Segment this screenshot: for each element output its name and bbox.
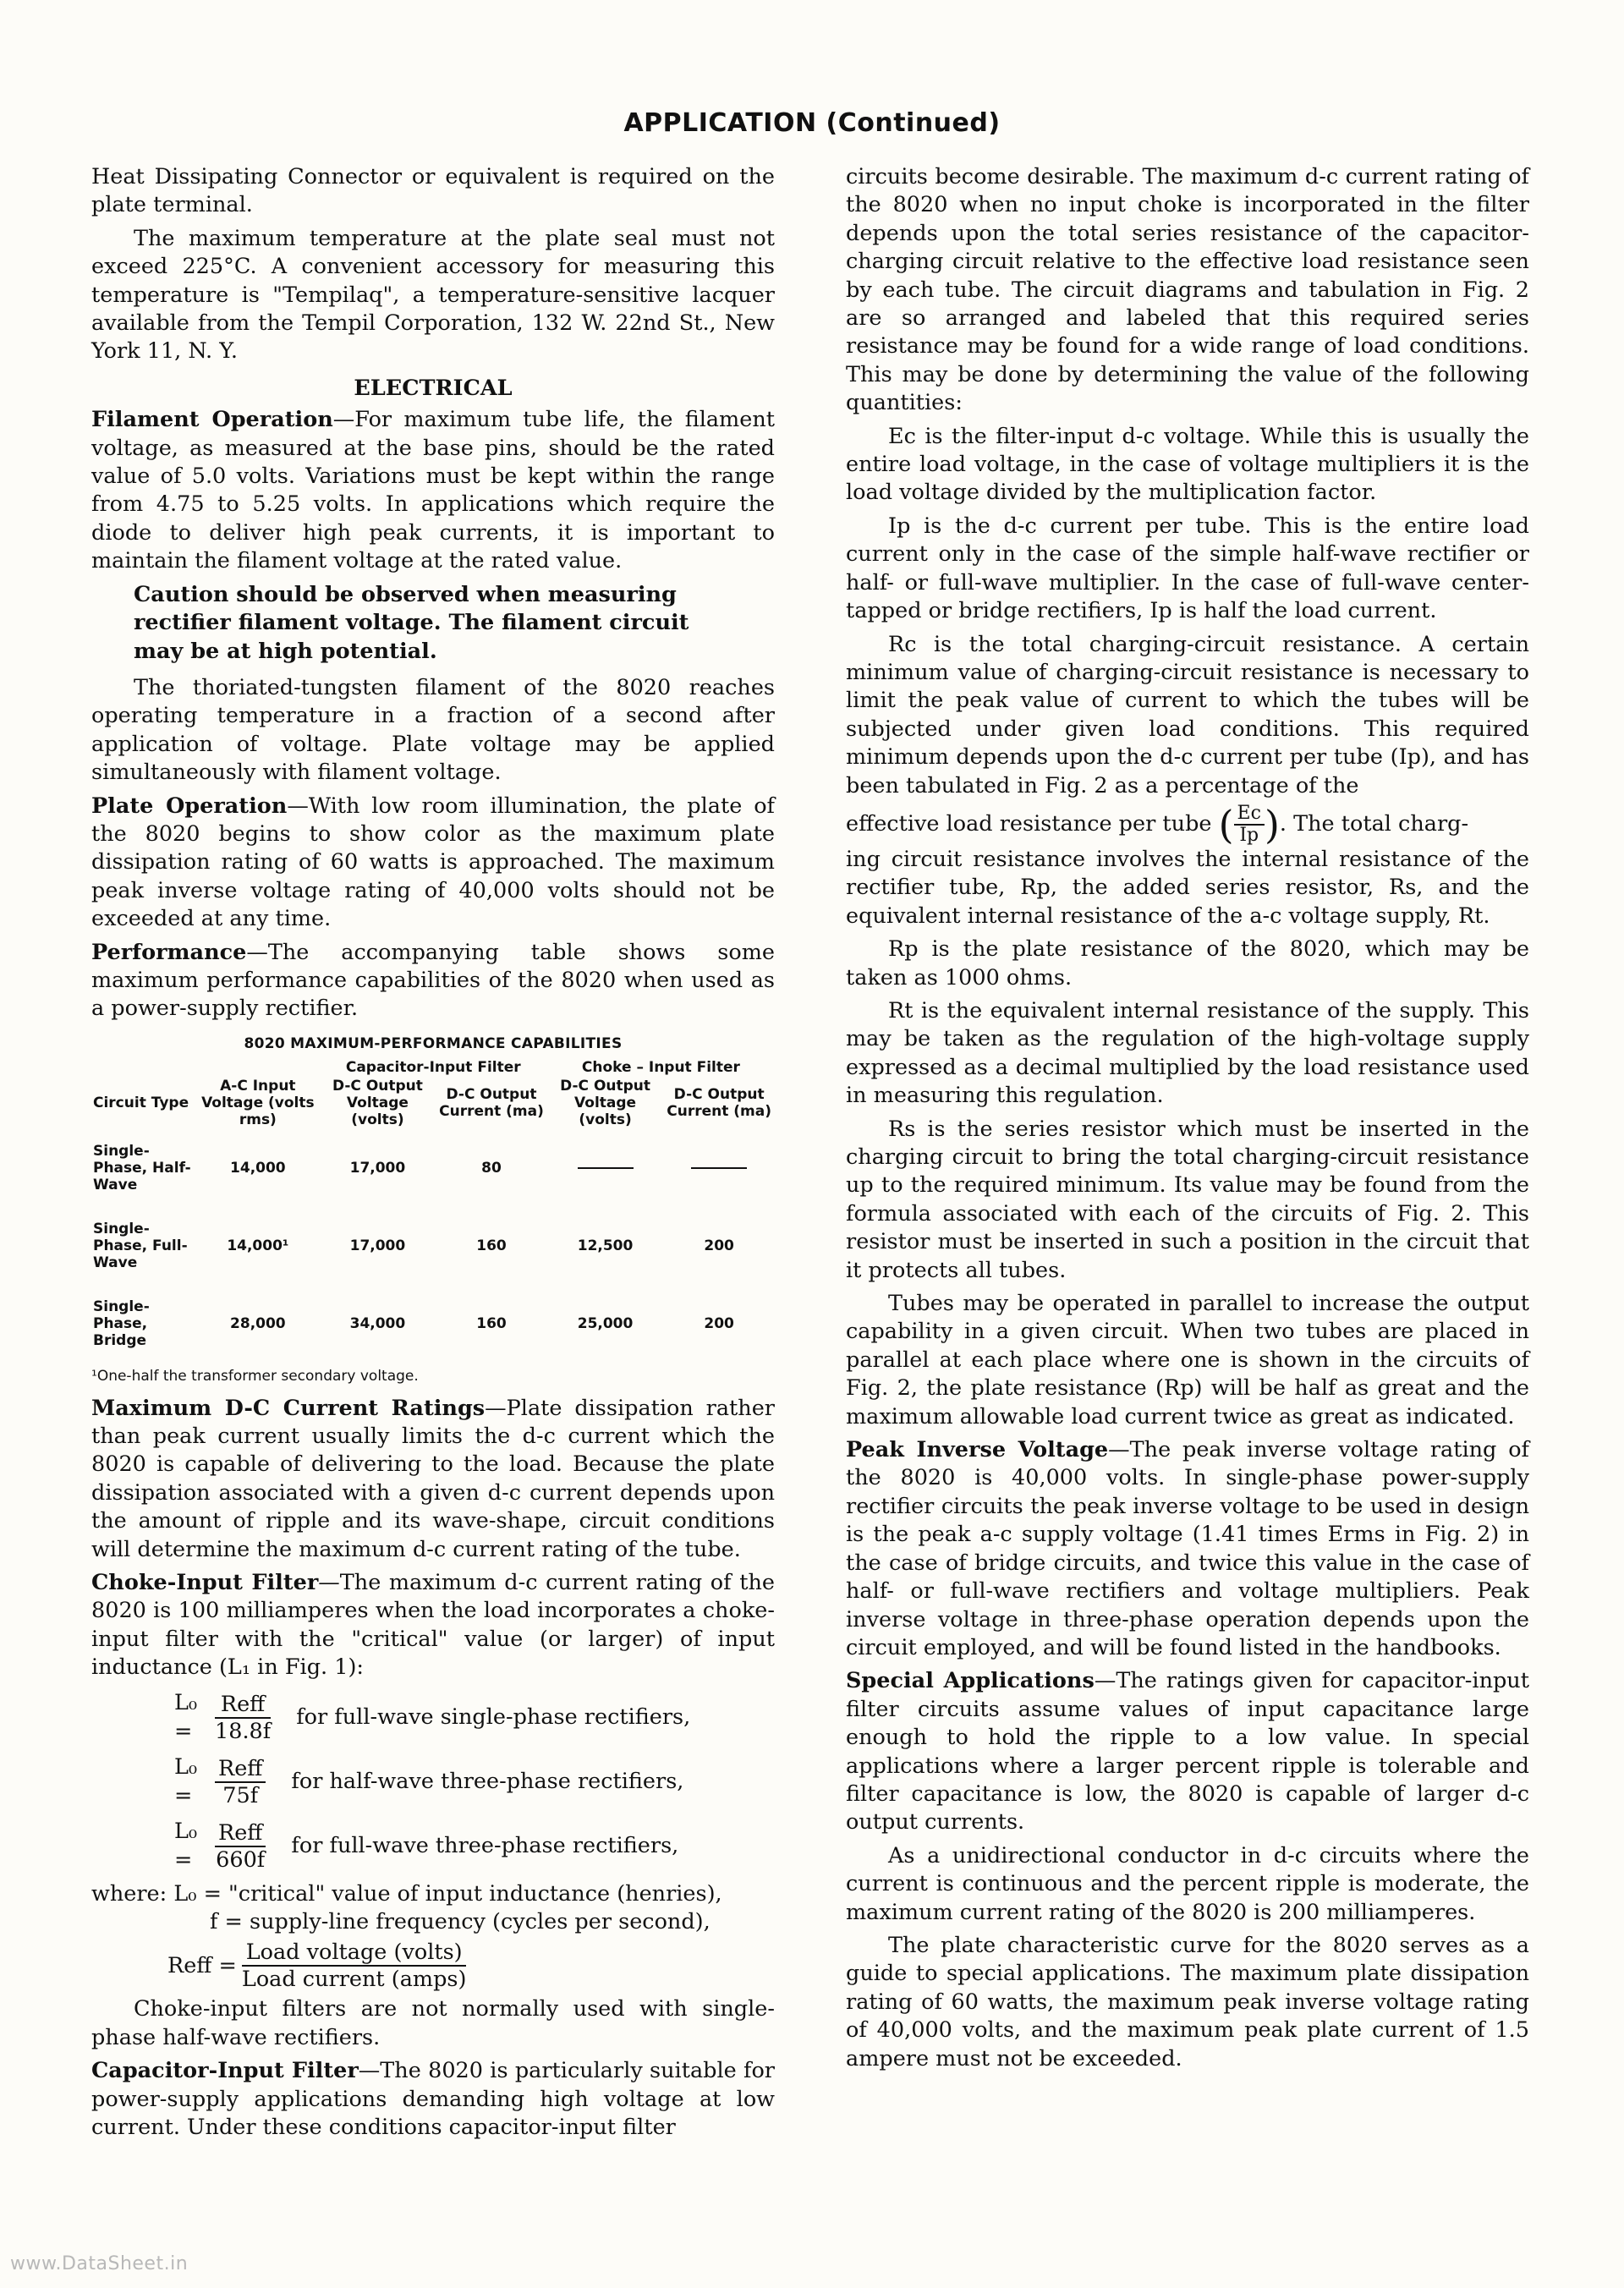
table-row [91, 1285, 775, 1363]
numerator: Reff [215, 1692, 271, 1719]
equation-lhs: Reff = [167, 1952, 237, 1978]
paragraph: Choke-input filters are not normally used with single-phase half-wave rectifiers. [91, 1996, 775, 2050]
paragraph-performance [91, 939, 775, 1023]
paragraph-body: —The ratings given for capacitor-input filter circuits assume values of input capacitance large enough to hold the ripple to a low value. In special applications where a larger percent ripple is tolerable and filter capacitance is low, the 8020 is capable of larger d-c output currents. [846, 1668, 1529, 1835]
caution-note: Caution should be observed when measuring rectifier filament voltage. The filament circuit may be at high potential. [134, 581, 689, 664]
text-run: effective load resistance per tube [846, 810, 1212, 837]
paragraph: Rc is the total charging-circuit resistance. A certain minimum value of charging-circuit resistance is necessary to limit the peak value of current to which the tubes will be subjected under given load conditions. This required minimum depends upon the d-c current per tube (Ip), and has been tabulated in Fig. 2 as a percentage of the [846, 631, 1529, 798]
cell: 17,000 [349, 1160, 406, 1177]
run-in-heading: Capacitor-Input Filter [91, 2058, 359, 2084]
paragraph: circuits become desirable. The maximum d-c current rating of the 8020 when no input choke is incorporated in the filter depends upon the total series resistance of the capacitor-charging circuit relative to the effective load resistance seen by each tube. The circuit diagrams and tabulation in Fig. 2 are so arranged and labeled that this required series resistance may be found for a wide range of load conditions. This may be done by determining the value of the following quantities: [846, 164, 1529, 416]
equation-text: for full-wave single-phase rectifiers, [296, 1704, 691, 1730]
column-header: Circuit Type [93, 1095, 189, 1112]
equation-text: for full-wave three-phase rectifiers, [291, 1832, 679, 1858]
denominator: 18.8f [215, 1718, 272, 1744]
equation [174, 1818, 775, 1875]
equation [174, 1689, 775, 1747]
paragraph: Rs is the series resistor which must be inserted in the charging circuit to bring the total charging-circuit resistance up to the required minimum. Its value may be found from the formula associated with each of the circuits of Fig. 2. This resistor must be inserted in such a position in the circuit that it protects all tubes. [846, 1116, 1529, 1283]
paragraph: The plate characteristic curve for the 8020 serves as a guide to special applications. The maximum plate dissipation rating of 60 watts, the maximum peak inverse voltage rating of 40,000 volts, and the maximum peak plate current of 1.5 ampere must not be exceeded. [846, 1932, 1529, 2071]
column-header: A-C Input Voltage (volts rms) [201, 1078, 315, 1129]
table-row [91, 1207, 775, 1285]
run-in-heading: Performance [91, 939, 247, 965]
column-header: D-C Output Current (ma) [667, 1086, 772, 1121]
reff-equation [91, 1936, 775, 1995]
cell: 14,000¹ [227, 1237, 289, 1255]
equation [174, 1753, 775, 1811]
column-header: D-C Output Current (ma) [439, 1086, 544, 1121]
cell: 200 [704, 1237, 734, 1255]
paragraph: Ip is the d-c current per tube. This is the entire load current only in the case of the simple half-wave rectifier or half- or full-wave multiplier. In the case of full-wave center-tapped or bridge rectifiers, Ip is half the load current. [846, 513, 1529, 624]
section-heading: ELECTRICAL [354, 375, 513, 401]
paragraph-body: —The 8020 is particularly suitable for power-supply applications demanding high voltage at low current. Under these conditions capacitor-input filter [91, 2058, 775, 2141]
fraction [215, 1692, 271, 1744]
cell: 28,000 [230, 1315, 286, 1333]
paragraph: Tubes may be operated in parallel to increase the output capability in a given circuit. When two tubes are placed in parallel at each place where one is shown in the circuits of Fig. 2, the plate resistance (Rp) will be half as great and the maximum allowable load current twice as great as indicated. [846, 1291, 1529, 1429]
run-in-heading: Choke-Input Filter [91, 1570, 319, 1596]
where-line: f = supply-line frequency (cycles per second), [210, 1909, 710, 1935]
equation-text: for half-wave three-phase rectifiers, [291, 1768, 684, 1794]
paragraph-special [846, 1667, 1529, 1836]
run-in-heading: Peak Inverse Voltage [846, 1437, 1109, 1463]
cell-type: Single-Phase, Full-Wave [93, 1221, 188, 1272]
table-footnote: ¹One-half the transformer secondary voltage. [91, 1368, 419, 1385]
paragraph-body: —The accompanying table shows some maximum performance capabilities of the 8020 when used as a power-supply rectifier. [91, 939, 775, 1022]
numerator: Load voltage (volts) [242, 1940, 467, 1967]
cell: 160 [476, 1315, 507, 1333]
fraction [215, 1756, 266, 1808]
paragraph: Rt is the equivalent internal resistance of the supply. This may be taken as the regulation of the high-voltage supply expressed as a decimal multiplied by the load resistance used in measuring this regulation. [846, 997, 1529, 1109]
paragraph-filament [91, 406, 775, 575]
paragraph-maxdc [91, 1395, 775, 1564]
cell-dash [663, 1129, 775, 1207]
page-header: APPLICATION (Continued) [623, 108, 1001, 138]
where-line: where: L₀ = "critical" value of input inductance (henries), [91, 1880, 722, 1907]
fraction [215, 1820, 266, 1873]
cell: 14,000 [230, 1160, 286, 1177]
numerator: Reff [215, 1756, 266, 1783]
numerator: Ec [1234, 804, 1265, 826]
group-header-choke: Choke – Input Filter [581, 1059, 740, 1077]
cell: 12,500 [577, 1237, 634, 1255]
run-in-heading: Maximum D-C Current Ratings [91, 1395, 486, 1421]
fraction [1234, 804, 1265, 846]
group-header-capacitor: Capacitor-Input Filter [345, 1059, 521, 1077]
paragraph: Rp is the plate resistance of the 8020, which may be taken as 1000 ohms. [846, 936, 1529, 990]
paragraph-plate [91, 793, 775, 934]
paragraph-body: —Plate dissipation rather than peak current usually limits the d-c current which the 8020 is capable of delivering to the load. Because the plate dissipation associated with a given d-c current depends upon the amount of ripple and its wave-shape, circuit conditions will determine the maximum d-c current rating of the tube. [91, 1395, 775, 1562]
left-column [91, 163, 775, 2148]
cell-type: Single-Phase, Bridge [93, 1298, 150, 1350]
right-column [846, 163, 1529, 2078]
paragraph: Heat Dissipating Connector or equivalent is required on the plate terminal. [91, 164, 775, 218]
denominator: Load current (amps) [241, 1967, 467, 1993]
table-row [91, 1129, 775, 1207]
denominator: 75f [222, 1782, 259, 1808]
cell: 25,000 [577, 1315, 634, 1333]
equation-lhs: L₀ = [174, 1690, 198, 1744]
paragraph-body: —The peak inverse voltage rating of the 8020 is 40,000 volts. In single-phase power-supply rectifier circuits the peak inverse voltage to be used in design is the peak a-c supply voltage (1.41 times Erms in Fig. 2) in the case of bridge circuits, and twice this value in the case of half- or full-wave rectifiers and voltage multipliers. Peak inverse voltage in three-phase operation depends upon the circuit employed, and will be found listed in the handbooks. [846, 1437, 1529, 1660]
cell-dash [547, 1129, 663, 1207]
paragraph-body: —For maximum tube life, the filament voltage, as measured at the base pins, should be the rated value of 5.0 volts. Variations must be kept within the range from 4.75 to 5.25 volts. In applications which require the diode to deliver high peak currents, it is important to maintain the filament voltage at the rated value. [91, 407, 775, 574]
cell: 34,000 [349, 1315, 406, 1333]
text-run: . The total charg- [1279, 810, 1469, 837]
paragraph: As a unidirectional conductor in d-c circuits where the current is continuous and the percent ripple is moderate, the maximum current rating of the 8020 is 200 milliamperes. [846, 1842, 1529, 1925]
fraction [242, 1940, 467, 1992]
denominator: Ip [1239, 824, 1259, 846]
cell: 160 [476, 1237, 507, 1255]
paragraph: Ec is the filter-input d-c voltage. While this is usually the entire load voltage, in the case of voltage multipliers it is the load voltage divided by the multiplication factor. [846, 423, 1529, 506]
watermark: www.DataSheet.in [10, 2253, 189, 2274]
paragraph-body: —The maximum d-c current rating of the 8020 is 100 milliamperes when the load incorporates a choke-input filter with the "critical" value (or larger) of input inductance (L₁ in Fig. 1): [91, 1570, 775, 1681]
where-block [91, 1880, 775, 1996]
cell: 80 [481, 1160, 502, 1177]
column-header: D-C Output Voltage (volts) [560, 1078, 651, 1129]
run-in-heading: Plate Operation [91, 793, 288, 819]
performance-table [91, 1058, 775, 1363]
run-in-heading: Special Applications [846, 1668, 1095, 1694]
numerator: Reff [215, 1820, 266, 1847]
run-in-heading: Filament Operation [91, 407, 333, 433]
paragraph: The maximum temperature at the plate seal must not exceed 225°C. A convenient accessory for measuring this temperature is "Tempilaq", a temperature-sensitive lacquer available from the Tempil Corporation, 132 W. 22nd St., New York 11, N. Y. [91, 225, 775, 365]
cell: 17,000 [349, 1237, 406, 1255]
paragraph-capacitor [91, 2057, 775, 2142]
cell: 200 [704, 1315, 734, 1333]
equation-lhs: L₀ = [174, 1819, 198, 1873]
paragraph-body: —With low room illumination, the plate of the 8020 begins to show color as the maximum plate dissipation rating of 60 watts is approached. The maximum peak inverse voltage rating of 40,000 volts should not be exceeded at any time. [91, 793, 775, 932]
paragraph: ing circuit resistance involves the internal resistance of the rectifier tube, Rp, the added series resistor, Rs, and the equivalent internal resistance of the a-c voltage supply, Rt. [846, 846, 1529, 929]
equation-lhs: L₀ = [174, 1754, 198, 1808]
denominator: 660f [216, 1846, 266, 1873]
paragraph: The thoriated-tungsten filament of the 8020 reaches operating temperature in a fraction of a second after application of voltage. Plate voltage may be applied simultaneously with filament voltage. [91, 674, 775, 786]
paragraph-choke [91, 1569, 775, 1682]
paragraph-inline-fraction: effective load resistance per tube ( $\frac{Ec}{Ip}$). The total charg- [846, 801, 1469, 848]
column-header: D-C Output Voltage (volts) [332, 1078, 423, 1129]
cell-type: Single-Phase, Half-Wave [93, 1143, 191, 1194]
paragraph-piv [846, 1436, 1529, 1662]
table-title: 8020 MAXIMUM-PERFORMANCE CAPABILITIES [244, 1034, 623, 1052]
